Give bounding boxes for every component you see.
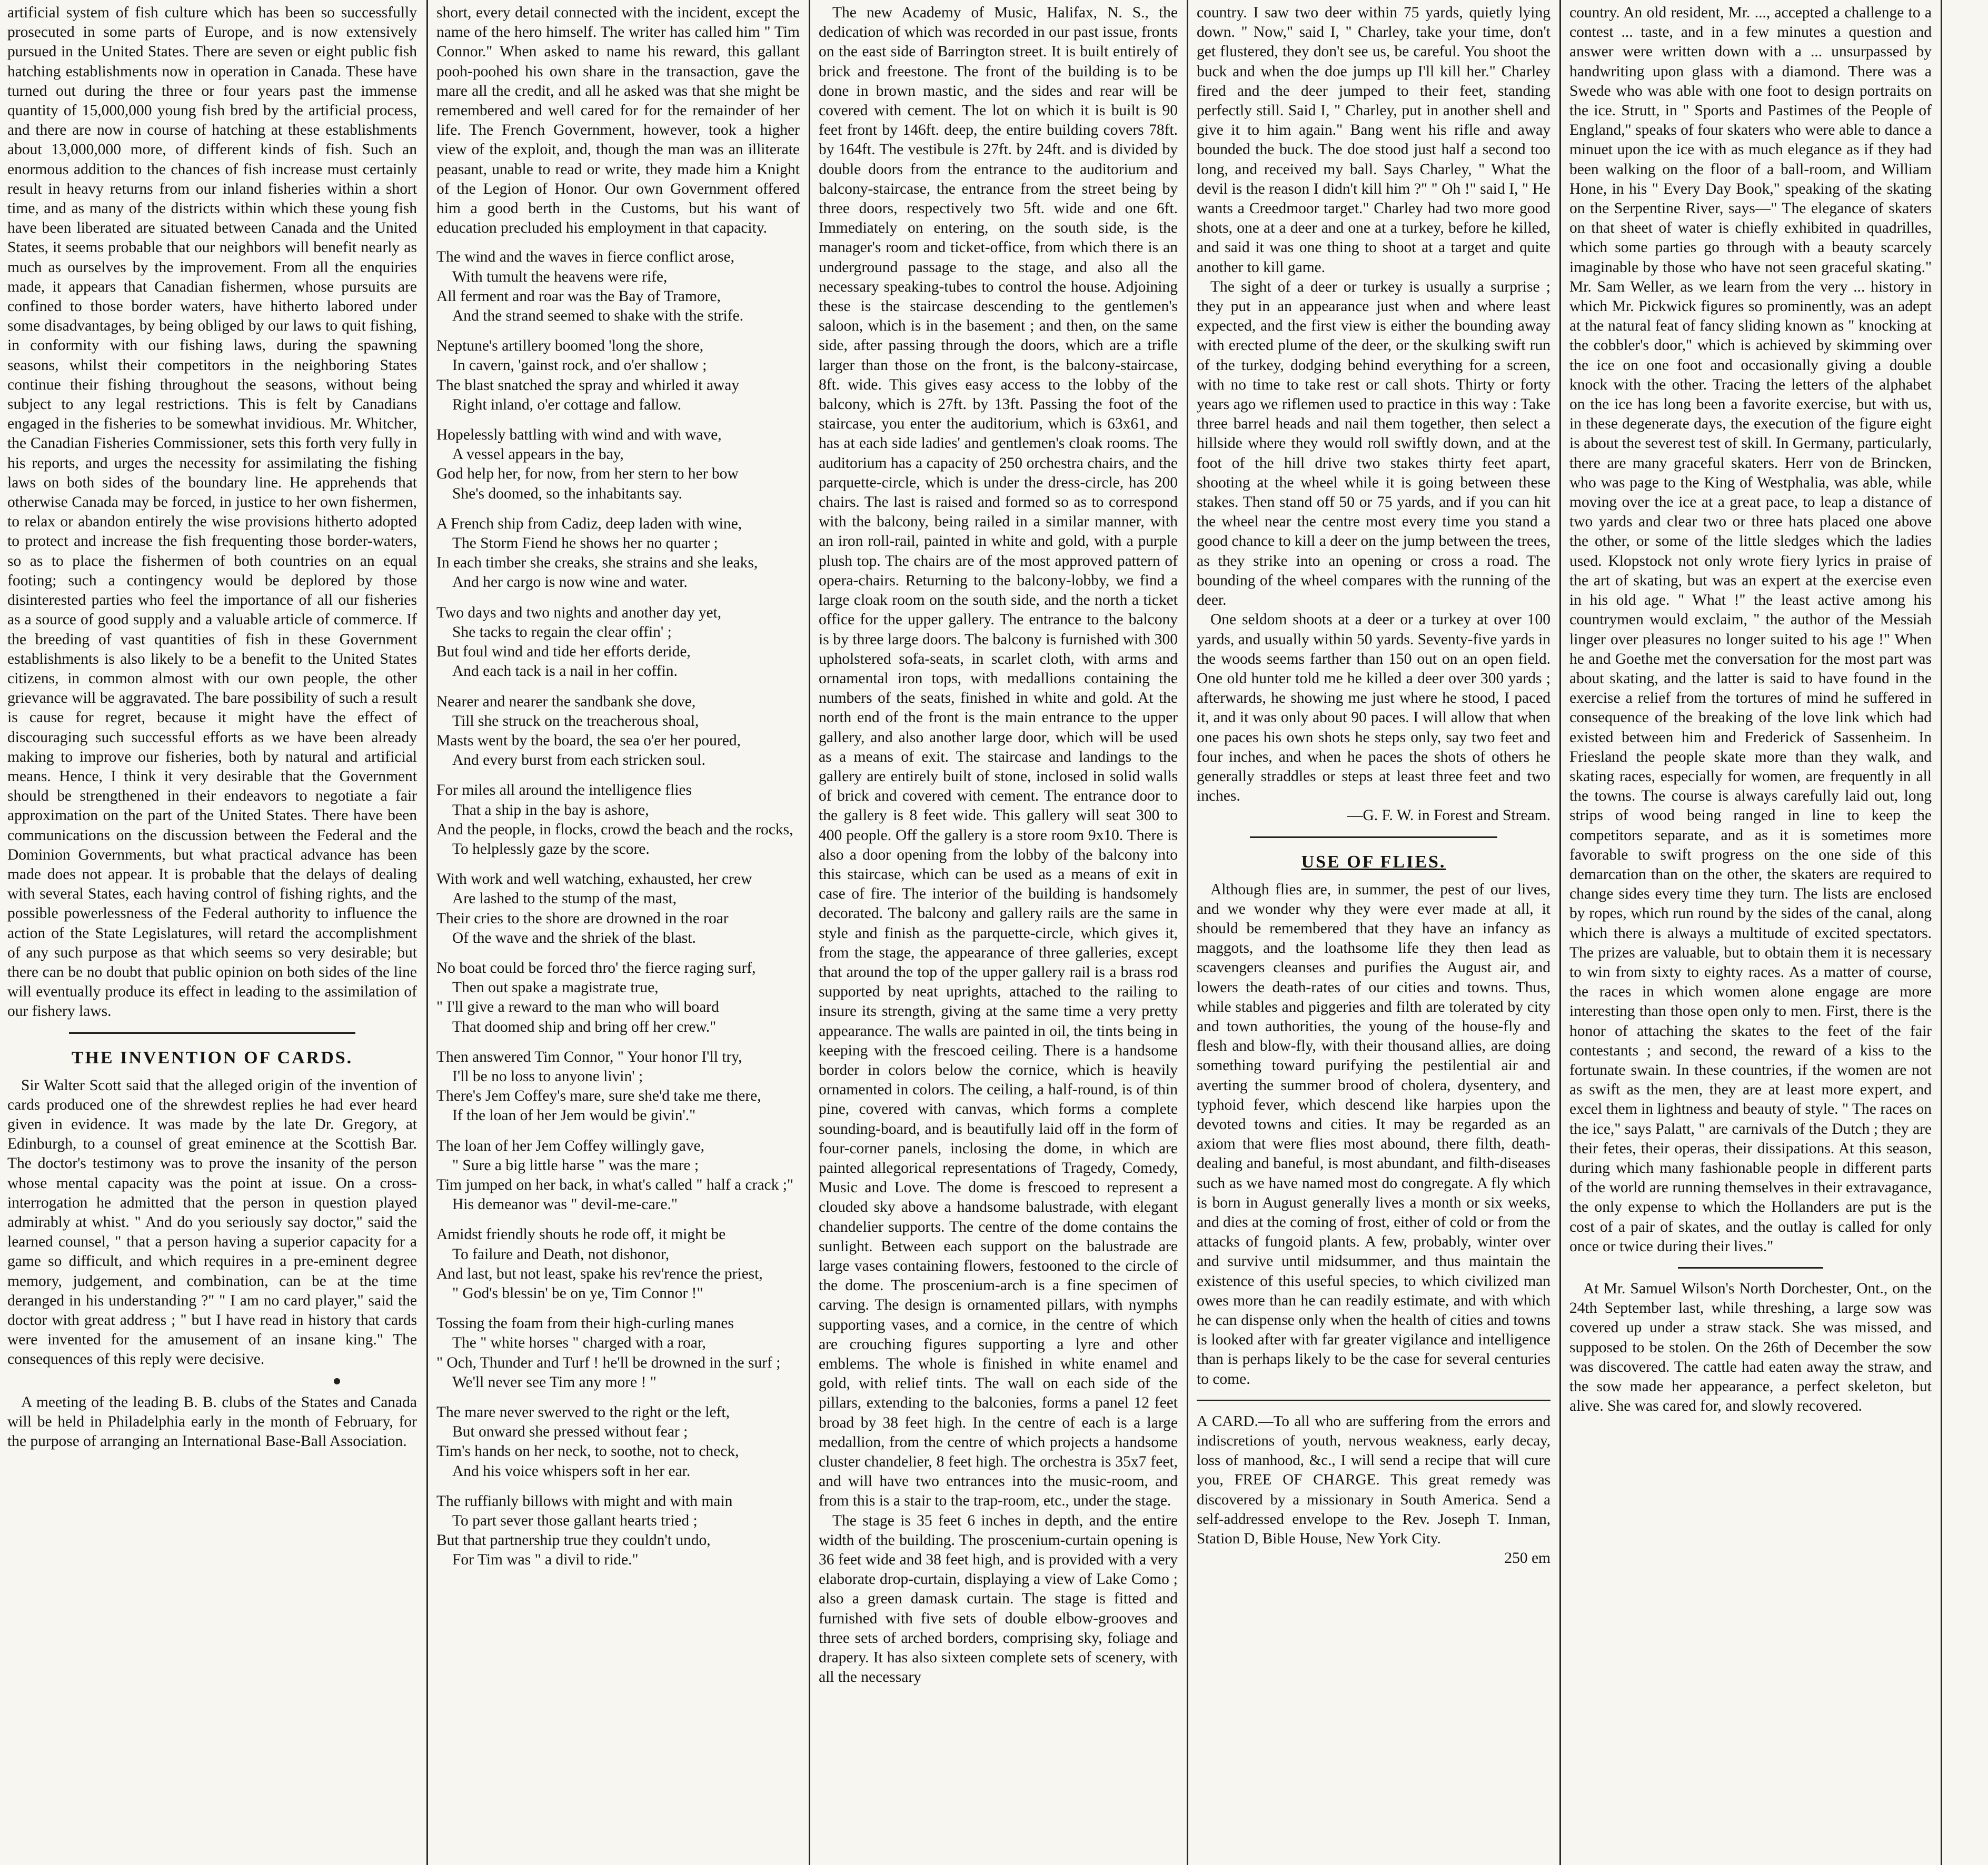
- deer-sight-paragraph: The sight of a deer or turkey is usually a surprise ; they put in an appearance just when and where least expected, and the first view is either the bounding away with erected plume of the deer, or the skulking swift run of the turkey, dodging behind everything for a screen, with no time to take rest or call shots. Thirty or forty years ago we riflemen used to practice in this way : Take three barrel heads and nail them together, then select a hillside where they would roll swiftly down, and at the foot of the hill drive two stakes thirty feet apart, shooting at the wheel while it is going between these stakes. Then stand off 50 or 75 yards, and if you can hit the wheel near the centre most every time you stand a good chance to kill a deer on the jump between the trees, as they strike into an opening or cross a road. The bounding of the wheel compares with the running of the deer.: [1197, 278, 1550, 609]
- deer-hunt-story: country. I saw two deer within 75 yards, quietly lying down. " Now," said I, " Charley, take your time, don't get flustered, they don't see us, be careful. You shoot the buck and when the doe jumps up I'll kill her." Charley fired and the deer jumped to their feet, standing perfectly still. Said I, " Charley, put in another shell and give it to him again." Bang went his rifle and away bounded the buck. The doe stood just half a second too long, and received my ball. Says Charley, " What the devil is the reason I didn't kill him ?" " Oh !" said I, " He wants a Creedmoor target." Charley had two more good shots, one at a deer and one at a turkey, before he killed, and said it was one thing to shoot at a target and quite another to kill game.: [1197, 4, 1550, 276]
- poem-line: In cavern, 'gainst rock, and o'er shallow ;: [452, 357, 707, 374]
- poem-line: To helplessly gaze by the score.: [452, 840, 650, 857]
- poem-line: No boat could be forced thro' the fierce raging surf,: [436, 959, 756, 976]
- poem-line: A French ship from Cadiz, deep laden with wine,: [436, 515, 742, 532]
- poem-stanza: [436, 870, 800, 948]
- column-rule: [1559, 0, 1561, 1865]
- cards-article: Sir Walter Scott said that the alleged origin of the invention of cards produced one of the shrewdest replies he had ever heard given in evidence. It was made by the late Dr. Gregory, at Edinburgh, to a counsel of great eminence at the Scottish Bar. The doctor's testimony was to prove the insanity of the person whose mental capacity was the point at issue. On a cross-interrogation he admitted that the person in question played admirably at whist. " And do you seriously say doctor," said the learned counsel, " that a person having a superior capacity for a game so difficult, and which requires in a pre-eminent degree memory, judgement, and combination, can be at the time deranged in his understanding ?" " I am no card player," said the doctor with great address ; " but I have read in history that cards were invented for the amusement of an insane king." The consequences of this reply were decisive.: [7, 1076, 417, 1368]
- poem-line: She's doomed, so the inhabitants say.: [452, 485, 682, 502]
- tim-connor-prose: short, every detail connected with the incident, except the name of the hero himself. The writer has called him " Tim Connor." When asked to name his reward, this gallant pooh-poohed his own share in the transaction, gave the mare all the credit, and all he asked was that she might be remembered and well cared for for the remainder of her life. The French Government, however, took a higher view of the exploit, and, though the man was an illiterate peasant, unable to read or write, they made him a Knight of the Legion of Honor. Our own Government offered him a good berth in the Customs, but his want of education precluded his employment in that capacity.: [436, 4, 800, 237]
- poem-line: And his voice whispers soft in her ear.: [452, 1462, 691, 1480]
- poem-line: And her cargo is now wine and water.: [452, 574, 688, 591]
- baseball-notice: A meeting of the leading B. B. clubs of the States and Canada will be held in Philadelphia early in the month of February, for the purpose of arranging an International Base-Ball Association.: [7, 1393, 417, 1450]
- column-rule: [809, 0, 810, 1865]
- poem-line: I'll be no loss to anyone livin' ;: [452, 1068, 643, 1085]
- poem-stanza: [436, 1048, 800, 1126]
- poem-line: Their cries to the shore are drowned in the roar: [436, 910, 729, 927]
- section-divider: [69, 1032, 356, 1034]
- poem-line: The " white horses " charged with a roar,: [452, 1334, 706, 1352]
- poem-line: And every burst from each stricken soul.: [452, 752, 705, 769]
- column-rule: [426, 0, 428, 1865]
- poem-line: Tim jumped on her back, in what's called " half a crack ;": [436, 1176, 793, 1193]
- column-3: [811, 0, 1185, 1865]
- poem-stanza: [436, 1314, 800, 1392]
- flies-article: Although flies are, in summer, the pest of our lives, and we wonder why they were ever made at all, it should be remembered that they have an infancy as maggots, and the loathsome life they then lead as scavengers cleanses and purifies the August air, and lowers the death-rates of our cities and towns. Thus, while stables and piggeries and filth are tolerated by city and town authorities, the young of the house-fly and flesh and blow-fly, with their thousand allies, are doing something toward purifying the pestilential air and averting the summer brood of cholera, dysentery, and typhoid fever, which descend like harpies upon the devoted towns and cities. It may be regarded as an axiom that were flies most abound, there filth, death-dealing and baneful, is most abundant, and filth-diseases such as we have named most do congregate. A fly which is born in August generally lives a month or six weeks, and dies at the coming of frost, either of cold or from the attacks of fungoid plants. A few, probably, winter over and survive until midsummer, and thus maintain the existence of this useful species, to which civilized man owes more than he can readily estimate, and with which he can dispense only when the health of cities and towns is looked after with far greater vigilance and intelligence than is perhaps likely to be the case for several centuries to come.: [1197, 881, 1550, 1388]
- poem-line: Nearer and nearer the sandbank she dove,: [436, 693, 696, 710]
- poem-line: Till she struck on the treacherous shoal,: [452, 712, 699, 730]
- poem-line: A vessel appears in the bay,: [452, 446, 624, 463]
- column-rule: [1941, 0, 1942, 1865]
- sow-story: At Mr. Samuel Wilson's North Dorchester, Ont., on the 24th September last, while threshing, a large sow was covered up under a straw stack. She was missed, and supposed to be stolen. On the 26th of December the sow was discovered. The cattle had eaten away the straw, and the sow made her appearance, a perfect skeleton, but alive. She was cared for, and slowly recovered.: [1569, 1280, 1932, 1415]
- poem-line: If the loan of her Jem would be givin'.": [452, 1107, 696, 1124]
- section-divider: [1250, 836, 1497, 838]
- fish-culture-article: artificial system of fish culture which has been so successfully prosecuted in some parts of Europe, and is now extensively pursued in the United States. There are seven or eight public fish hatching establishments now in operation in Canada. These have turned out during the three or four years past the immense quantity of 15,000,000 young fish bred by the artificial process, and there are now in course of hatching at these establishments about 13,000,000 more, of different kinds of fish. Such an enormous addition to the chances of fish increase must certainly result in heavy returns from our inland fisheries within a short time, and as many of the districts within which these young fish have been liberated are situated between Canada and the United States, it seems probable that our neighbors will benefit nearly as much as ourselves by the improvement. From all the enquiries made, it appears that Canadian fishermen, whose pursuits are confined to those border waters, have hitherto labored under some disadvantages, by being obliged by our laws to quit fishing, in conformity with our fishing laws, during the spawning seasons, whilst their competitors in the neighboring States continue their fishing throughout the seasons, without being subject to any legal restrictions. This is felt by Canadians engaged in the fisheries to be somewhat invidious. Mr. Whitcher, the Canadian Fisheries Commissioner, sets this forth very fully in his reports, and urges the necessity for assimilating the fishing laws on both sides of the boundary line. He apprehends that otherwise Canada may be forced, in justice to her own fishermen, to relax or abandon entirely the wise provisions hitherto adopted to protect and increase the fish frequenting those border-waters, so as to place the fishermen of both countries on an equal footing; such a contingency would be deplored by those disinterested parties who feel the importance of all our fisheries as a source of good supply and a valuable article of commerce. If the breeding of vast quantities of fish in these Government establishments is also likely to be a benefit to the United States citizens, in common almost with our own people, the other grievance will be aggravated. The bare possibility of such a result is cause for regret, because it might have the effect of discouraging such successful efforts as we have been already making to improve our fisheries, both by natural and artificial means. Hence, I think it very desirable that the Government should be strengthened in their endeavors to negotiate a fair approximation on the part of the United States. There have been communications on the discussion between the Federal and the Dominion Governments, but what practical advance has been made does not appear. It is probable that the delays of dealing with several States, each having control of fishing rights, and the possible powerlessness of the Federal authority to influence the action of the State Legislatures, will retard the accomplishment of any such purpose as that which seems so very desirable; but there can be no doubt that public opinion on both sides of the line will eventually produce its effect in leading to the assimilation of our fishery laws.: [7, 4, 417, 1020]
- column-4: [1189, 0, 1558, 1865]
- skating-article: country. An old resident, Mr. ..., accepted a challenge to a contest ... taste, and in a few minutes a question and answer were written down with a ... unsurpassed by handwriting upon glass with a diamond. There was a Swede who was able with one foot to design portraits on the ice. Strutt, in " Sports and Pastimes of the People of England," speaks of four skaters who were able to dance a minuet upon the ice with as much elegance as if they had been walking on the floor of a ball-room, and William Hone, in his " Every Day Book," speaking of the skating on the Serpentine River, says—" The elegance of skaters on that sheet of water is chiefly exhibited in quadrilles, which some parties go through with a beauty scarcely imaginable by those who have not seen graceful skating." Mr. Sam Weller, as we learn from the very ... history in which Mr. Pickwick figures so prominently, was an adept at the natural feat of fancy sliding known as " knocking at the cobbler's door," which is achieved by skimming over the ice on one foot and occasionally giving a double knock with the other. Tracing the letters of the alphabet on the ice has long been a favorite exercise, but with us, in these degenerate days, the execution of the figure eight is about the severest test of skill. In Germany, particularly, there are many graceful skaters. Herr von de Brincken, who was page to the King of Westphalia, was able, while moving over the ice at a great pace, to leap a distance of two yards and clear two or three hats placed one above the other, or some of the little sledges which the ladies used. Klopstock not only wrote fiery lyrics in praise of the art of skating, but was an expert at the exercise even in his old age. " What !" the least active among his countrymen would exclaim, " the author of the Messiah linger over pleasures no longer suited to his age !" When he and Goethe met the conversation for the most part was about skating, and the latter is said to have found in the exercise a relief from the tortures of mind he suffered in consequence of the breaking of the love link which had existed between him and Frederick of Sassenheim. In Friesland the people skate more than they walk, and skating races, especially for women, are frequently in all the towns. The course is always carefully laid out, long strips of wood being ranged in line to keep the competitors separate, and as it is sometimes more favorable to swift progress on the one side of this demarcation than on the other, the skaters are required to change sides every time they turn. The lists are enclosed by ropes, which run round by the sides of the canal, along which there is always a multitude of excited spectators. The prizes are valuable, but to obtain them it is necessary to win from sixty to eighty races. As a matter of course, the races in which women alone engage are more interesting than those open only to men. First, there is the honor of attaching the skates to the feet of the fair contestants ; and second, the reward of a kiss to the fortunate swain. In these countries, if the women are not as swift as the men, they are at least more expert, and excel them in lightness and beauty of style. " The races on the ice," says Palatt, " are carnivals of the Dutch ; they are their fetes, their operas, their dissipations. At this season, during which many fashionable people in different parts of the world are running themselves in their extravagance, the only expense to which the Hollanders are put is the cost of a pair of skates, and the outlay is called for only once or twice during their lives.": [1569, 4, 1932, 1255]
- poem-line: Then out spake a magistrate true,: [452, 979, 659, 996]
- poem-line: But that partnership true they couldn't undo,: [436, 1532, 711, 1549]
- academy-article: The new Academy of Music, Halifax, N. S., the dedication of which was recorded in our past issue, fronts on the east side of Barrington street. It is built entirely of brick and freestone. The front of the building is to be done in brown mastic, and the sides and rear will be covered with cement. The lot on which it is built is 90 feet front by 146ft. deep, the entire building covers 78ft. by 164ft. The vestibule is 27ft. by 24ft. and is divided by double doors from the entrance to the auditorium and balcony-staircase, the entrance from the street being by three doors, respectively two 5ft. wide and one 6ft. Immediately on entering, on the south side, is the manager's room and ticket-office, from which there is an underground passage to the stage, and also all the necessary speaking-tubes to control the house. Adjoining these is the staircase descending to the gentlemen's saloon, which is in the basement ; and then, on the same side, after passing through the doors, which are a trifle larger than those on the front, is the balcony-staircase, 8ft. wide. This gives easy access to the lobby of the balcony, which is 27ft. by 13ft. Passing the foot of the staircase, you enter the auditorium, which is 63x61, and has at each side ladies' and gentlemen's cloak rooms. The auditorium has a capacity of 250 orchestra chairs, and the parquette-circle, which is under the dress-circle, has 200 chairs. The last is raised and formed so as to correspond with the balcony, being railed in a similar manner, with an iron roll-rail, painted in white and gold, with a purple plush top. The chairs are of the most approved pattern of opera-chairs. Returning to the balcony-lobby, we find a large cloak room on the south side, and the north a ticket office for the upper gallery. The entrance to the balcony is by three large doors. The balcony is furnished with 300 upholstered sofa-seats, in scarlet cloth, with arms and ornamental iron tops, with medallions containing the numbers of the seats, finished in white and gold. At the north end of the front is the main entrance to the upper gallery, and also another large door, which will be used as a means of exit. The staircase and landings to the gallery are entirely built of stone, inclosed in solid walls of brick and covered with cement. The entrance door to the gallery is 8 feet wide. This gallery will seat 300 to 400 people. Off the gallery is a store room 9x10. There is also a door opening from the lobby of the balcony into this staircase, which can be used as a means of exit in case of fire. The interior of the building is handsomely decorated. The balcony and gallery rails are the same in style and finish as the parquette-circle, which gives it, from the stage, the appearance of three galleries, except that around the top of the upper gallery rail is a brass rod supported by neat uprights, attached to the railing to insure its strength, giving at the same time a very pretty appearance. The walls are painted in oil, the tints being in keeping with the frescoed ceiling. There is a handsome border in colors below the cornice, which is heavily ornamented in colors. The ceiling, a half-round, is of thin pine, covered with canvas, which forms a complete sounding-board, and is beautifully laid off in the form of four-corner panels, inclosing the dome, in which are painted allegorical representations of Tragedy, Comedy, Music and Love. The dome is frescoed to represent a clouded sky above a handsome balustrade, with elegant chandelier supports. The centre of the dome contains the sunlight. Between each support on the balustrade are large vases containing flowers, festooned to the circle of the dome. The proscenium-arch is a fine specimen of carving. The design is ornamented pillars, with nymphs supporting vases, and a cornice, in the centre of which are crouching figures supporting a lyre and other emblems. The whole is finished in white enamel and gold, with relief tints. The wall on each side of the pillars, extending to the balconies, forms a panel 12 feet broad by 38 feet high. In the centre of each is a large medallion, from the centre of which projects a handsome cluster chandelier, 8 feet high. The orchestra is 35x7 feet, and will have two entrances into the music-room, and from this is a stair to the trap-room, etc., under the stage.: [819, 4, 1178, 1510]
- poem-stanza: [436, 781, 800, 859]
- poem-stanza: [436, 1403, 800, 1481]
- poem-line: The wind and the waves in fierce conflict arose,: [436, 248, 735, 266]
- poem-line: Are lashed to the stump of the mast,: [452, 890, 677, 907]
- poem-line: " I'll give a reward to the man who will board: [436, 999, 719, 1016]
- poem-line: Hopelessly battling with wind and with wave,: [436, 426, 722, 444]
- flies-heading: USE OF FLIES.: [1301, 852, 1446, 872]
- column-rule: [1187, 0, 1188, 1865]
- poem-line: " Sure a big little harse " was the mare ;: [452, 1156, 699, 1174]
- poem-stanza: [436, 692, 800, 771]
- poem-line: Tim's hands on her neck, to soothe, not to check,: [436, 1443, 739, 1460]
- poem-line: Masts went by the board, the sea o'er her poured,: [436, 732, 741, 749]
- poem-line: In each timber she creaks, she strains and she leaks,: [436, 554, 758, 572]
- poem-line: And each tack is a nail in her coffin.: [452, 663, 678, 680]
- section-divider: [1197, 1400, 1550, 1401]
- poem-line: All ferment and roar was the Bay of Tramore,: [436, 287, 721, 305]
- poem-stanza: [436, 1492, 800, 1570]
- poem-line: The blast snatched the spray and whirled it away: [436, 376, 740, 394]
- poem-line: But onward she pressed without fear ;: [452, 1423, 688, 1441]
- poem-stanza: [436, 247, 800, 326]
- poem-line: And the strand seemed to shake with the strife.: [452, 307, 743, 325]
- stage-paragraph: The stage is 35 feet 6 inches in depth, and the entire width of the building. The proscenium-curtain opening is 36 feet wide and 38 feet high, and is provided with a very elaborate drop-curtain, displaying a view of Lake Como ; also a green damask curtain. The stage is fitted and furnished with five sets of double elbow-grooves and three sets of arched borders, comprising sky, foliage and drapery. It has also sixteen complete sets of scenery, with all the necessary: [819, 1512, 1178, 1686]
- poem-line: That a ship in the bay is ashore,: [452, 801, 649, 819]
- column-5: [1562, 0, 1939, 1865]
- poem-line: With tumult the heavens were rife,: [452, 268, 668, 285]
- card-advertisement: A CARD.—To all who are suffering from the errors and indiscretions of youth, nervous weakness, early decay, loss of manhood, &c., I will send a recipe that will cure you, FREE OF CHARGE. This great remedy was discovered by a missionary in South America. Send a self-addressed envelope to the Rev. Joseph T. Inman, Station D, Bible House, New York City.: [1197, 1412, 1550, 1548]
- poem-stanza: [436, 1136, 800, 1215]
- poem-line: With work and well watching, exhausted, her crew: [436, 871, 752, 888]
- poem-stanza: [436, 1225, 800, 1303]
- column-1: [0, 0, 424, 1865]
- ad-tag: 250 em: [1504, 1550, 1550, 1567]
- poem-line: Two days and two nights and another day yet,: [436, 604, 722, 621]
- poem-line: God help her, for now, from her stern to her bow: [436, 465, 739, 483]
- poem-stanza: [436, 336, 800, 415]
- poem-stanza: [436, 514, 800, 593]
- article-source: —G. F. W. in Forest and Stream.: [1347, 807, 1550, 824]
- poem-line: Tossing the foam from their high-curling manes: [436, 1315, 734, 1332]
- section-divider: [1678, 1267, 1823, 1269]
- poem-line: The Storm Fiend he shows her no quarter ;: [452, 535, 718, 552]
- shooting-distance-paragraph: One seldom shoots at a deer or a turkey at over 100 yards, and usually within 50 yards. Seventy-five yards in the woods seems farther than 150 out on an open field. One old hunter told me he killed a deer over 300 yards ; afterwards, he showing me just where he stood, I paced it, and it was only about 90 paces. I will allow that when one paces his own shots he steps only, say two feet and four inches, and when he paces the shots of others he generally straddles or steps at least three feet and two inches.: [1197, 611, 1550, 805]
- bullet-ornament: [334, 1378, 340, 1384]
- poem-line: " God's blessin' be on ye, Tim Connor !": [452, 1284, 703, 1302]
- tim-connor-poem: [436, 247, 800, 1570]
- poem-line: But foul wind and tide her efforts deride,: [436, 643, 691, 661]
- poem-line: Amidst friendly shouts he rode off, it might be: [436, 1226, 726, 1243]
- poem-line: And the people, in flocks, crowd the beach and the rocks,: [436, 821, 793, 838]
- poem-stanza: [436, 959, 800, 1037]
- poem-line: We'll never see Tim any more ! ": [452, 1373, 657, 1391]
- poem-line: The ruffianly billows with might and with main: [436, 1492, 733, 1510]
- cards-heading: THE INVENTION OF CARDS.: [71, 1048, 353, 1068]
- poem-line: She tacks to regain the clear offin' ;: [452, 623, 672, 641]
- poem-line: To part sever those gallant hearts tried ;: [452, 1512, 698, 1530]
- poem-stanza: [436, 603, 800, 682]
- poem-line: Neptune's artillery boomed 'long the shore,: [436, 337, 704, 355]
- poem-line: To failure and Death, not dishonor,: [452, 1245, 670, 1263]
- poem-line: There's Jem Coffey's mare, sure she'd take me there,: [436, 1088, 761, 1105]
- poem-line: " Och, Thunder and Turf ! he'll be drowned in the surf ;: [436, 1354, 781, 1371]
- poem-line: And last, but not least, spake his rev'rence the priest,: [436, 1265, 763, 1282]
- poem-line: That doomed ship and bring off her crew.": [452, 1018, 717, 1035]
- poem-line: For miles all around the intelligence flies: [436, 782, 692, 799]
- poem-line: Of the wave and the shriek of the blast.: [452, 929, 696, 946]
- poem-line: For Tim was " a divil to ride.": [452, 1551, 639, 1569]
- poem-stanza: [436, 425, 800, 504]
- poem-line: Then answered Tim Connor, " Your honor I'll try,: [436, 1048, 742, 1065]
- poem-line: The mare never swerved to the right or the left,: [436, 1404, 730, 1421]
- poem-line: Right inland, o'er cottage and fallow.: [452, 396, 682, 413]
- poem-line: His demeanor was " devil-me-care.": [452, 1196, 678, 1213]
- column-2: [429, 0, 807, 1865]
- poem-line: The loan of her Jem Coffey willingly gave,: [436, 1137, 705, 1154]
